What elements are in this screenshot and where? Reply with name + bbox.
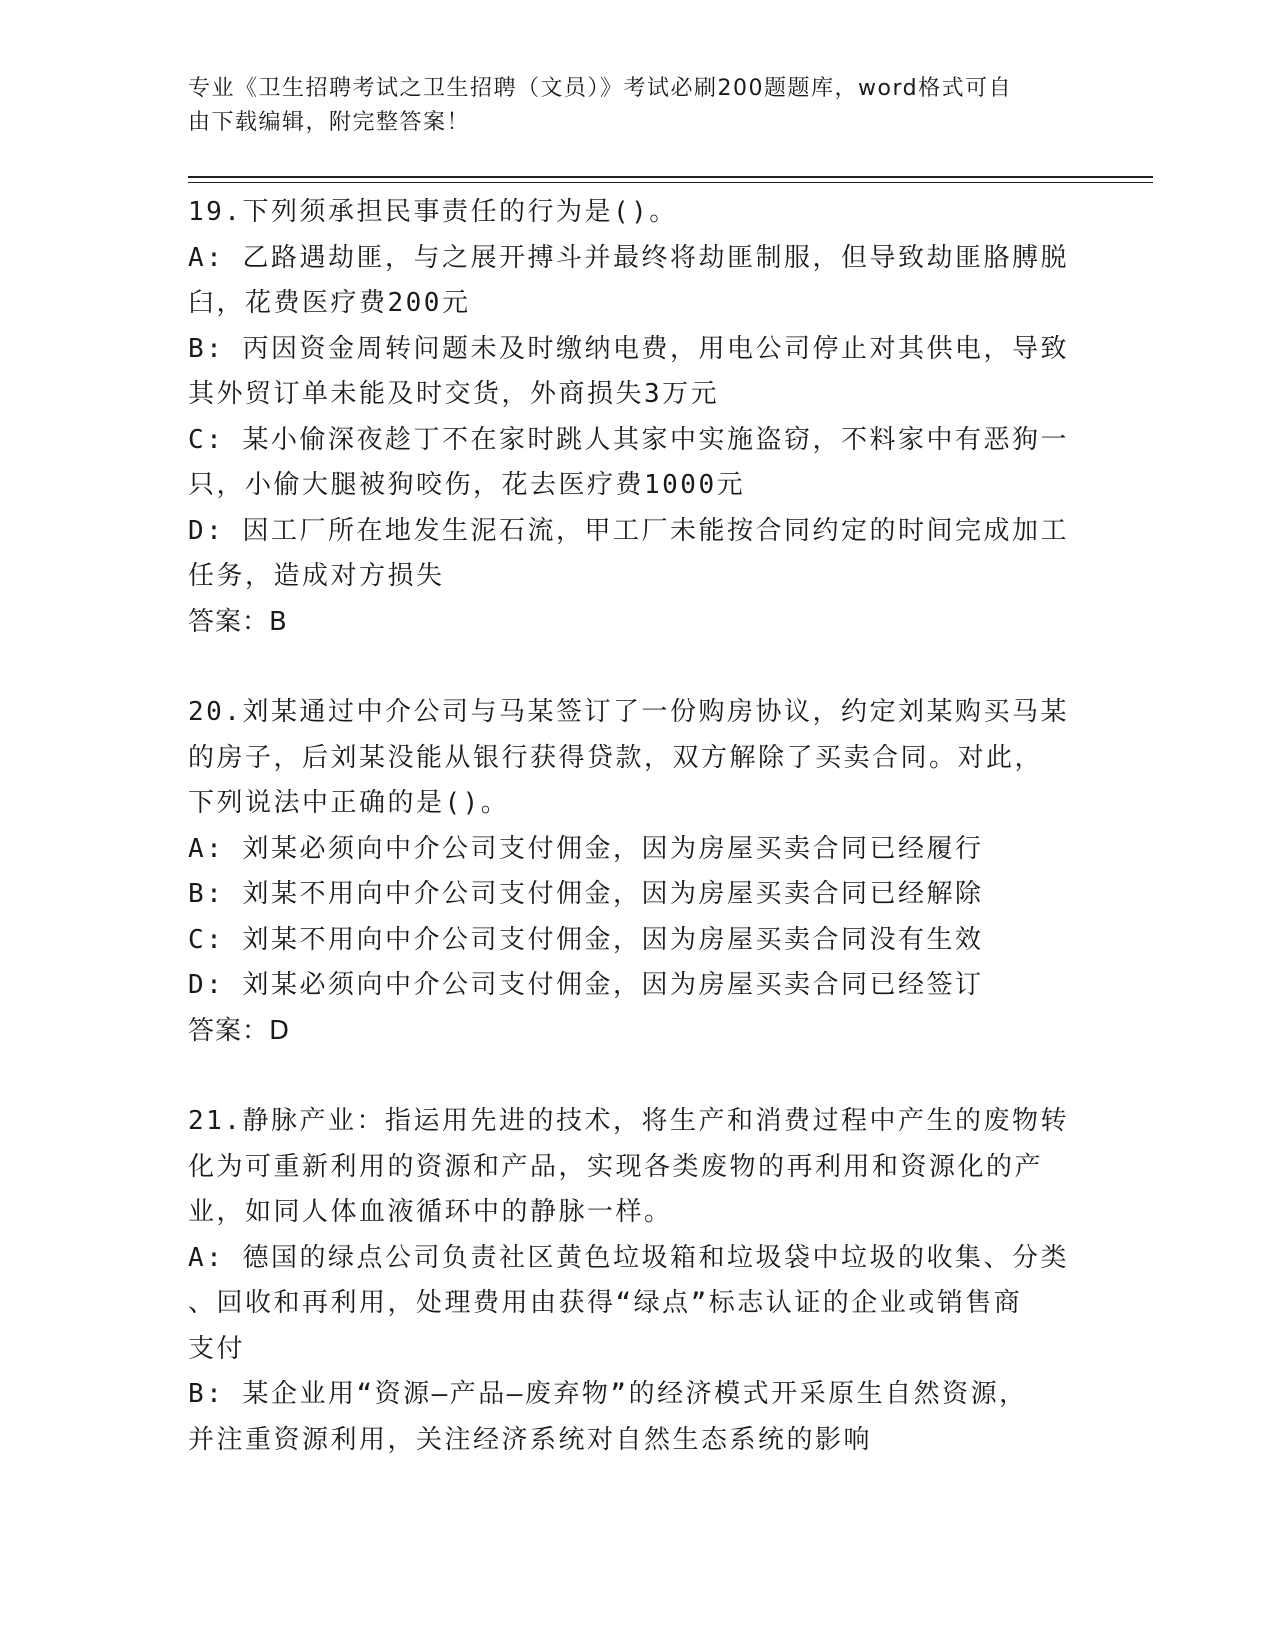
option-d: D: 因工厂所在地发生泥石流，甲工厂未能按合同约定的时间完成加工 任务，造成对方损失: [188, 515, 1069, 591]
option-d: D: 刘某必须向中介公司支付佣金，因为房屋买卖合同已经签订: [188, 970, 984, 1000]
option-a: A: 刘某必须向中介公司支付佣金，因为房屋买卖合同已经履行: [188, 833, 984, 864]
question-19: [188, 190, 1088, 645]
option-a: A: 乙路遇劫匪，与之展开搏斗并最终将劫匪制服，但导致劫匪胳膊脱 臼，花费医疗费200元: [188, 242, 1069, 318]
header-line: 由下载编辑，附完整答案！: [188, 110, 471, 135]
option-b: B: 某企业用“资源—产品—废弃物”的经济模式开采原生自然资源， 并注重资源利用，关注经济系统对自然生态系统的影响: [188, 1379, 1028, 1455]
option-a: A: 德国的绿点公司负责社区黄色垃圾箱和垃圾袋中垃圾的收集、分类 、回收和再利用，处理费用由获得“绿点”标志认证的企业或销售商 支付: [188, 1242, 1069, 1364]
header-line: 专业《卫生招聘考试之卫生招聘（文员）》考试必刷200题题库，word格式可自: [188, 76, 1013, 101]
header-divider: [188, 176, 1153, 178]
document-header: [188, 72, 1088, 140]
answer-label: 答案：B: [188, 606, 288, 637]
option-b: B: 丙因资金周转问题未及时缴纳电费，用电公司停止对其供电，导致 其外贸订单未能及时交货，外商损失3万元: [188, 333, 1069, 409]
spacer: [188, 645, 1088, 690]
header-divider-thin: [188, 182, 1153, 183]
answer-label: 答案：D: [188, 1015, 291, 1046]
question-stem: 21.静脉产业：指运用先进的技术，将生产和消费过程中产生的废物转 化为可重新利用的资源和产品，实现各类废物的再利用和资源化的产 业，如同人体血液循环中的静脉一样。: [188, 1106, 1069, 1227]
option-c: C: 某小偷深夜趁丁不在家时跳人其家中实施盗窃，不料家中有恶狗一 只，小偷大腿被狗咬伤，花去医疗费1000元: [188, 424, 1069, 500]
question-20: [188, 690, 1088, 1054]
option-b: B: 刘某不用向中介公司支付佣金，因为房屋买卖合同已经解除: [188, 879, 984, 909]
question-list: [188, 190, 1088, 1463]
question-stem: 19.下列须承担民事责任的行为是()。: [188, 197, 678, 227]
spacer: [188, 1054, 1088, 1099]
question-stem: 20.刘某通过中介公司与马某签订了一份购房协议，约定刘某购买马某 的房子，后刘某没能从银行获得贷款，双方解除了买卖合同。对此， 下列说法中正确的是()。: [188, 697, 1069, 818]
question-21: [188, 1099, 1088, 1463]
option-c: C: 刘某不用向中介公司支付佣金，因为房屋买卖合同没有生效: [188, 924, 984, 955]
